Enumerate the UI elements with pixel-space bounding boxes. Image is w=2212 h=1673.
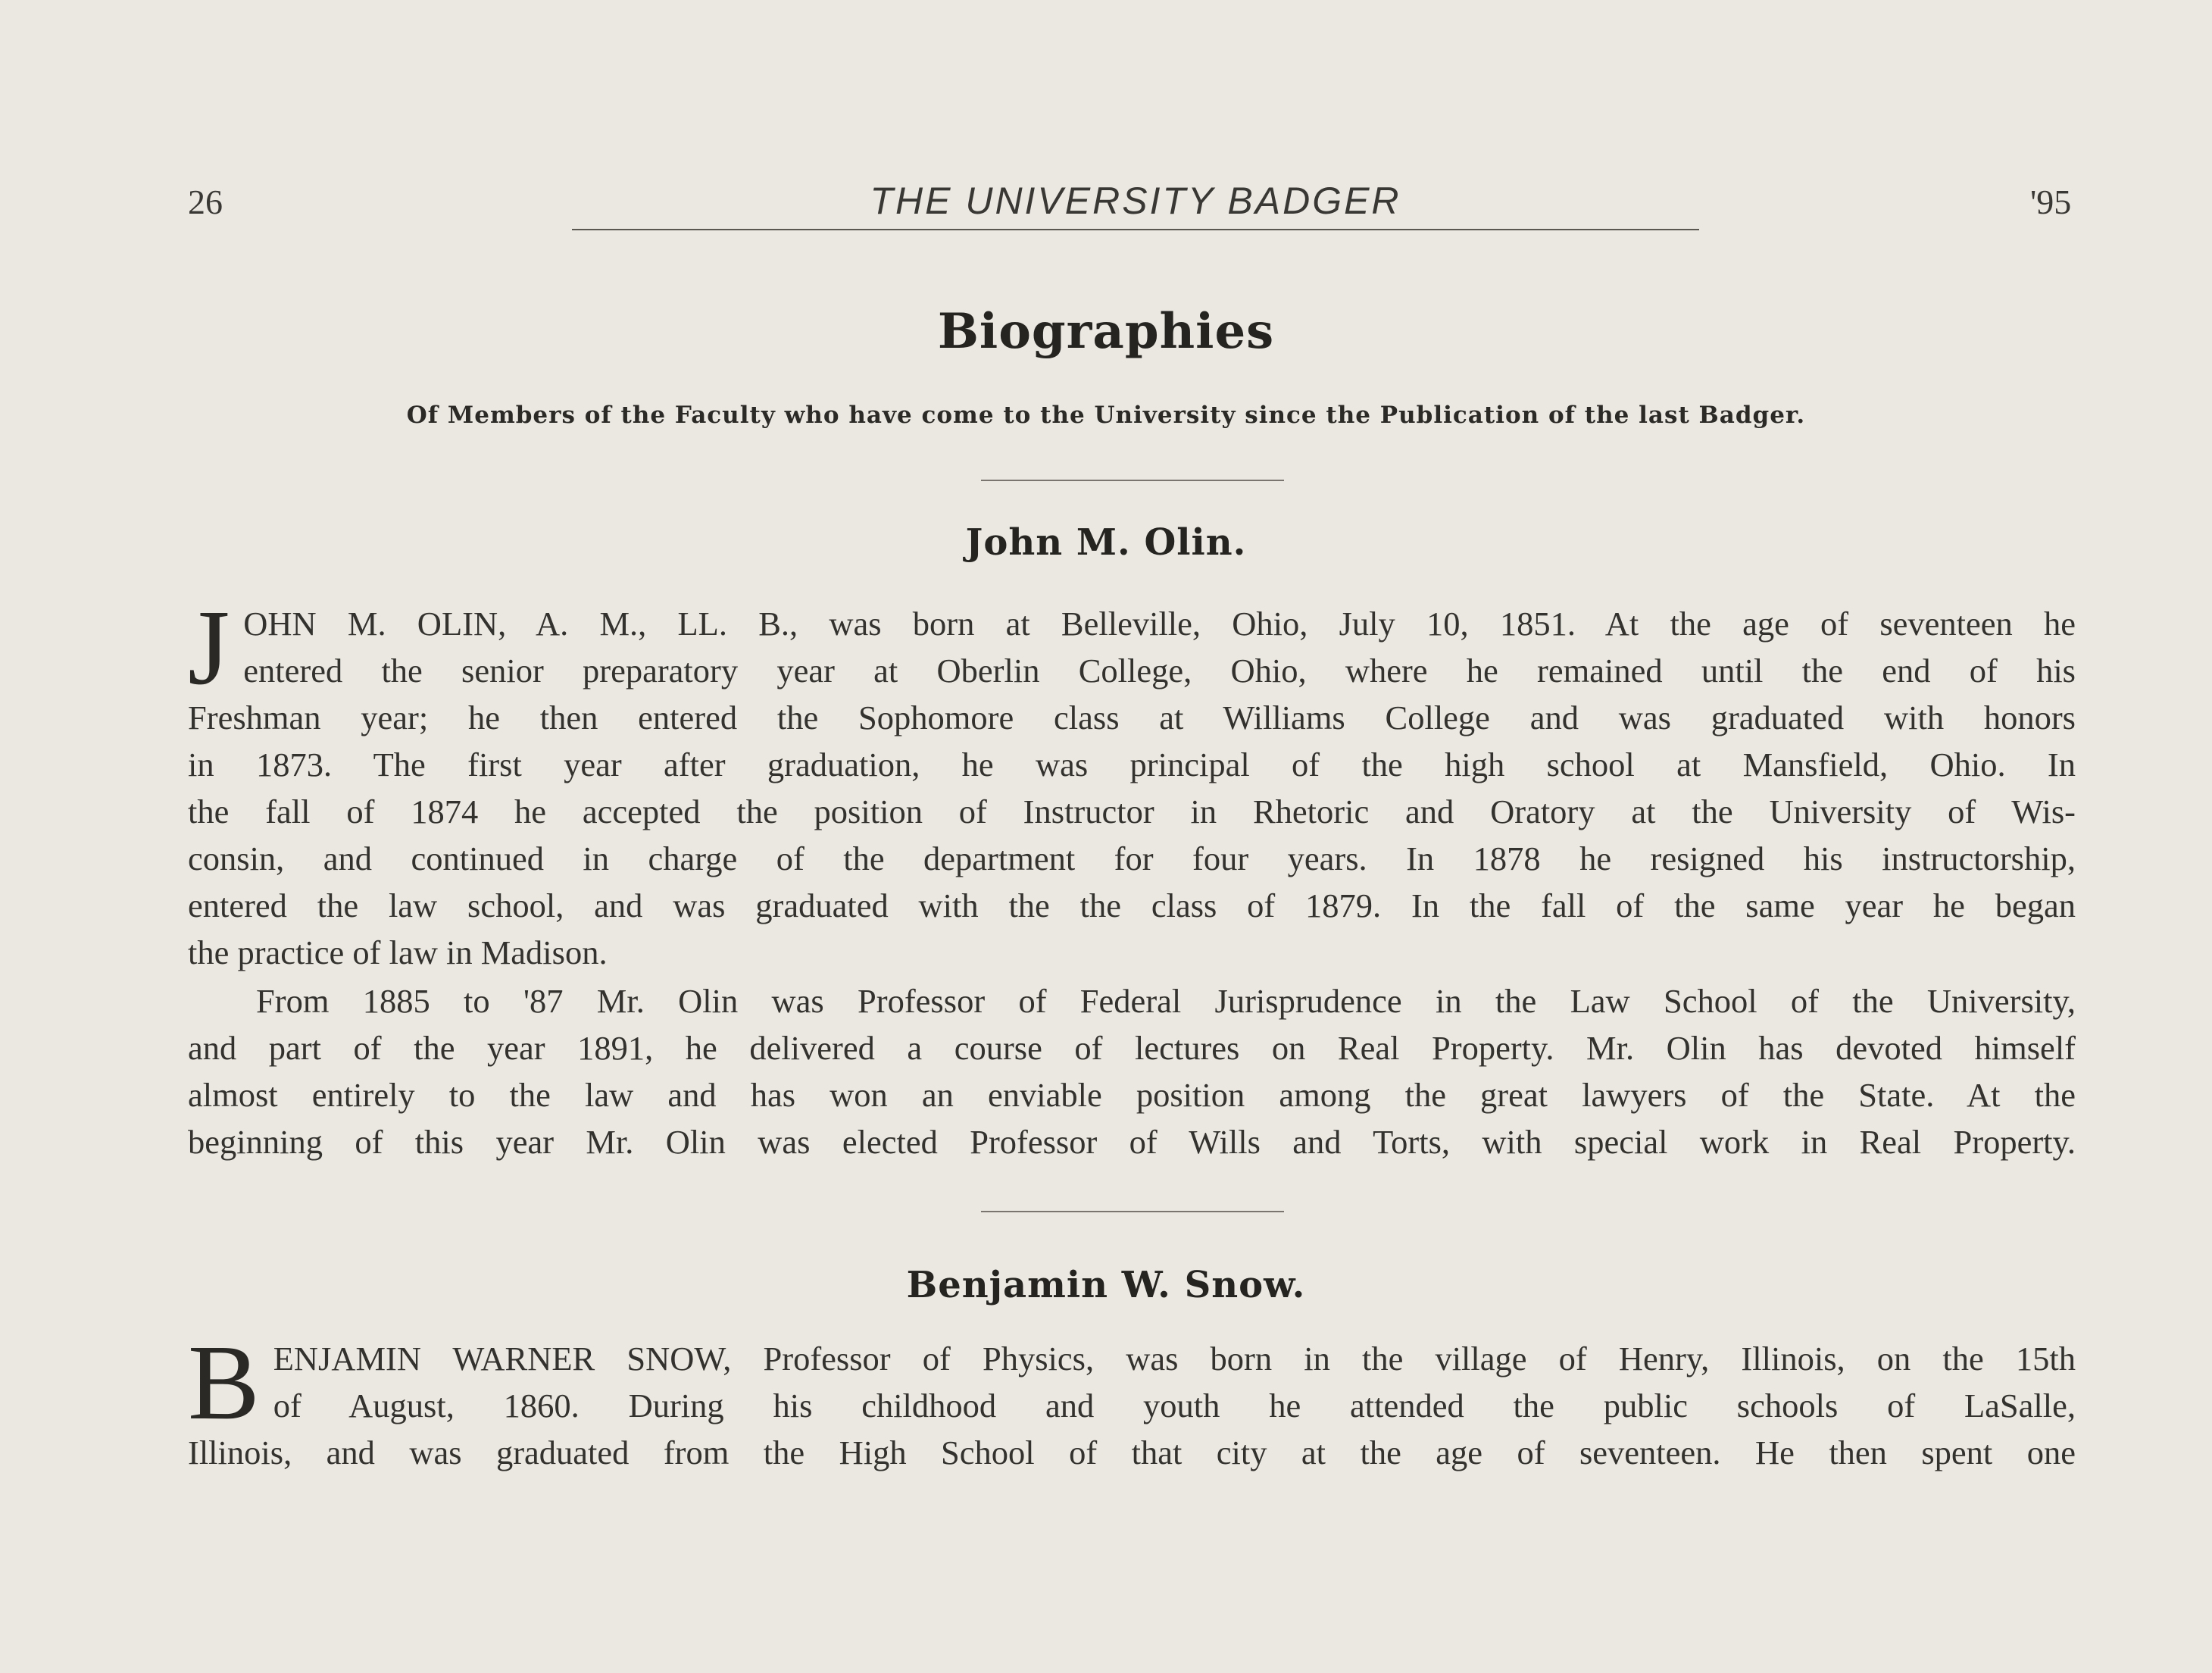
- section-divider: [981, 480, 1284, 481]
- text-line: entered the senior preparatory year at Oberlin College, Ohio, where he remained until the end of his: [243, 652, 2076, 690]
- text-line: beginning of this year Mr. Olin was elected Professor of Wills and Torts, with special work in Real Property.: [188, 1123, 2076, 1161]
- drop-cap: J: [188, 587, 230, 707]
- biography-paragraph: [188, 977, 2076, 1165]
- running-header-title: THE UNIVERSITY BADGER: [870, 180, 1401, 222]
- drop-cap: B: [188, 1322, 260, 1442]
- text-line: consin, and continued in charge of the department for four years. In 1878 he resigned his instructorship,: [188, 840, 2076, 877]
- text-line: almost entirely to the law and has won an enviable position among the great lawyers of the State. At the: [188, 1076, 2076, 1114]
- biography-name: Benjamin W. Snow.: [906, 1264, 1306, 1306]
- text-line: the fall of 1874 he accepted the position of Instructor in Rhetoric and Oratory at the University of Wis-: [188, 793, 2076, 830]
- text-line: of August, 1860. During his childhood and youth he attended the public schools of LaSalle,: [273, 1387, 2076, 1424]
- text-line: Illinois, and was graduated from the High School of that city at the age of seventeen. He then spent one: [188, 1434, 2076, 1471]
- text-line: ENJAMIN WARNER SNOW, Professor of Physics, was born in the village of Henry, Illinois, on the 15th: [273, 1340, 2076, 1377]
- biography-paragraph: [188, 1322, 2076, 1476]
- page-subtitle: Of Members of the Faculty who have come to the University since the Publication of the last Badger.: [406, 402, 1806, 429]
- text-line: From 1885 to '87 Mr. Olin was Professor of Federal Jurisprudence in the Law School of the University,: [256, 982, 2076, 1020]
- text-line: in 1873. The first year after graduation, he was principal of the high school at Mansfield, Ohio. In: [188, 746, 2076, 783]
- page-number: 26: [188, 183, 223, 221]
- section-divider: [981, 1211, 1284, 1212]
- text-line: and part of the year 1891, he delivered a course of lectures on Real Property. Mr. Olin has devoted himself: [188, 1029, 2076, 1067]
- biography-name: John M. Olin.: [965, 521, 1247, 564]
- running-header-year: '95: [2030, 183, 2072, 221]
- text-line: the practice of law in Madison.: [188, 933, 608, 971]
- biography-paragraph: [188, 587, 2076, 976]
- text-line: Freshman year; he then entered the Sophomore class at Williams College and was graduated with honors: [188, 699, 2076, 736]
- text-line: entered the law school, and was graduated with the the class of 1879. In the fall of the same year he began: [188, 887, 2076, 924]
- header-rule: [572, 229, 1699, 230]
- page-title: Biographies: [937, 303, 1275, 360]
- text-line: OHN M. OLIN, A. M., LL. B., was born at Belleville, Ohio, July 10, 1851. At the age of seventeen he: [243, 605, 2076, 643]
